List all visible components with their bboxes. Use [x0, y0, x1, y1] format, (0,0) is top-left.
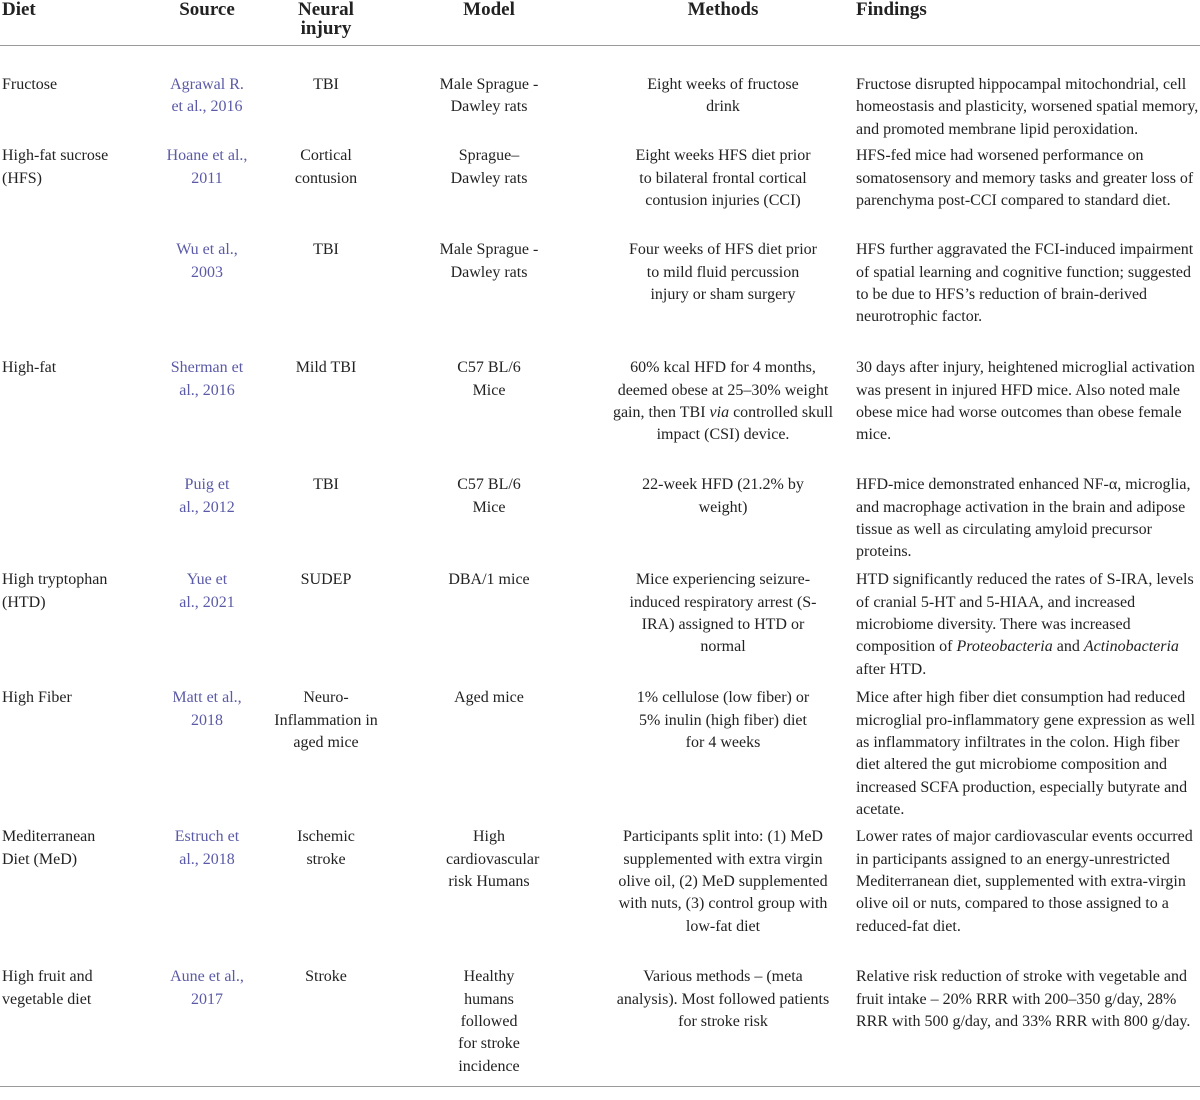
methods-text-italic: via: [709, 404, 730, 422]
cell-model: Healthy humans followed for stroke incidence: [386, 966, 592, 1087]
table-body: [0, 46, 1200, 1087]
cell-neural-injury: Mild TBI: [295, 359, 357, 377]
cell-methods: Participants split into: (1) MeD supplemented with extra virgin olive oil, (2) MeD supplemented with nuts, (3) control group with low-fat diet: [618, 828, 828, 935]
table-row: [0, 966, 1200, 1087]
cell-methods: Various methods – (meta analysis). Most followed patients for stroke risk: [592, 966, 854, 1087]
cell-diet: High tryptophan (HTD): [2, 571, 108, 611]
findings-text-mid: and: [1052, 638, 1084, 656]
cell-methods: Eight weeks of fructose drink: [647, 76, 799, 116]
header-source: Source: [148, 0, 266, 46]
header-methods: Methods: [592, 0, 854, 46]
cell-findings: Relative risk reduction of stroke with vegetable and fruit intake – 20% RRR with 200–350 g/day, 28% RRR with 500 g/day, and 33% RRR with 800 g/day.: [854, 966, 1200, 1087]
table-row: [0, 474, 1200, 569]
cell-neural-injury: TBI: [313, 241, 339, 259]
cell-diet: High-fat: [2, 359, 57, 377]
cell-methods: Mice experiencing seizure-induced respiratory arrest (S-IRA) assigned to HTD or normal: [629, 571, 817, 656]
table-row: [0, 826, 1200, 966]
cell-diet: High Fiber: [2, 689, 72, 707]
cell-neural-injury: TBI: [313, 76, 339, 93]
cell-model: Aged mice: [454, 689, 524, 707]
cell-neural-injury: Stroke: [266, 966, 386, 1087]
findings-text-post: after HTD.: [856, 660, 927, 678]
methods-text-post: controlled skull impact (CSI) device.: [656, 404, 834, 444]
cell-neural-injury: TBI: [313, 476, 339, 494]
table-row: [0, 145, 1200, 239]
cell-diet: High-fat sucrose (HFS): [2, 147, 109, 187]
cell-source-link[interactable]: Puig et al., 2012: [179, 476, 235, 516]
cell-model: Male Sprague -Dawley rats: [439, 241, 539, 281]
cell-source-link[interactable]: Estruch et al., 2018: [174, 828, 240, 868]
findings-italic-proteobacteria: Proteobacteria: [956, 638, 1053, 656]
cell-source-link[interactable]: Matt et al., 2018: [172, 689, 242, 729]
cell-model: C57 BL/6 Mice: [457, 476, 521, 516]
table-header: [0, 0, 1200, 46]
cell-findings: HFD-mice demonstrated enhanced NF-α, microglia, and macrophage activation in the brain and adipose tissue as well as circulating amyloid precursor proteins.: [856, 476, 1191, 561]
cell-findings: HFS further aggravated the FCI-induced impairment of spatial learning and cognitive function; suggested to be due to HFS’s reduction of brain-derived neurotrophic factor.: [856, 241, 1194, 326]
cell-diet: Mediterranean Diet (MeD): [2, 828, 96, 868]
cell-methods: [592, 357, 854, 474]
cell-source-link[interactable]: Sherman et al., 2016: [170, 359, 244, 399]
cell-methods: 22-week HFD (21.2% by weight): [642, 476, 804, 516]
header-findings: Findings: [854, 0, 1200, 46]
cell-diet: [0, 239, 148, 357]
cell-model: C57 BL/6 Mice: [457, 359, 521, 399]
cell-methods: 1% cellulose (low fiber) or 5% inulin (high fiber) diet for 4 weeks: [636, 689, 810, 752]
cell-model: Male Sprague -Dawley rats: [439, 76, 539, 116]
header-row: [0, 0, 1200, 46]
header-neural-injury: Neural injury: [266, 0, 386, 46]
header-diet: Diet: [0, 0, 148, 46]
cell-source-link[interactable]: Yue et al., 2021: [179, 571, 235, 611]
findings-italic-actinobacteria: Actinobacteria: [1083, 638, 1179, 656]
cell-findings: Lower rates of major cardiovascular events occurred in participants assigned to an energy-unrestricted Mediterranean diet, supplemented with extra-virgin olive oil or nuts, compared to those assigned to a reduced-fat diet.: [856, 828, 1193, 935]
cell-diet: Fructose: [2, 76, 58, 93]
cell-model: High cardiovascular risk Humans: [446, 828, 540, 891]
cell-model: Sprague–Dawley rats: [450, 147, 528, 187]
cell-findings: HFS-fed mice had worsened performance on somatosensory and memory tasks and greater loss of parenchyma post-CCI compared to standard diet.: [856, 147, 1194, 210]
table-row: [0, 239, 1200, 357]
cell-findings: [854, 569, 1200, 687]
methods-text-pre: 60% kcal HFD for 4 months, deemed obese at 25–30% weight gain, then TBI: [612, 359, 829, 422]
header-model: Model: [386, 0, 592, 46]
cell-source-link[interactable]: Aune et al., 2017: [148, 966, 266, 1087]
cell-diet: [0, 474, 148, 569]
findings-text-pre: HTD significantly reduced the rates of S-IRA, levels of cranial 5-HT and 5-HIAA, and increased microbiome diversity. There was increased composition of: [856, 571, 1194, 656]
table-row: [0, 569, 1200, 687]
table-row: [0, 687, 1200, 826]
table-row: [0, 46, 1200, 146]
cell-neural-injury: Cortical contusion: [294, 147, 358, 187]
table-row: [0, 357, 1200, 474]
cell-neural-injury: Ischemic stroke: [297, 828, 355, 868]
cell-findings: 30 days after injury, heightened microglial activation was present in injured HFD mice. Also noted male obese mice had worse outcomes than obese female mice.: [856, 359, 1195, 444]
cell-neural-injury: SUDEP: [300, 571, 352, 589]
cell-findings: Mice after high fiber diet consumption had reduced microglial pro-inflammatory gene expression as well as inflammatory infiltrates in the colon. High fiber diet altered the gut microbiome composition and increased SCFA production, especially butyrate and acetate.: [856, 689, 1196, 819]
cell-methods: Four weeks of HFS diet prior to mild fluid percussion injury or sham surgery: [629, 241, 817, 304]
cell-methods: Eight weeks HFS diet prior to bilateral frontal cortical contusion injuries (CCI): [635, 147, 811, 210]
cell-model: DBA/1 mice: [448, 571, 530, 589]
cell-diet: High fruit and vegetable diet: [0, 966, 148, 1087]
cell-neural-injury: Neuro-Inflammation in aged mice: [274, 689, 378, 752]
cell-source-link[interactable]: Agrawal R. et al., 2016: [170, 76, 244, 116]
cell-source-link[interactable]: Wu et al., 2003: [176, 241, 238, 281]
cell-findings: Fructose disrupted hippocampal mitochondrial, cell homeostasis and plasticity, worsened spatial memory, and promoted membrane lipid peroxidation.: [856, 76, 1199, 138]
cell-source-link[interactable]: Hoane et al., 2011: [166, 147, 248, 187]
